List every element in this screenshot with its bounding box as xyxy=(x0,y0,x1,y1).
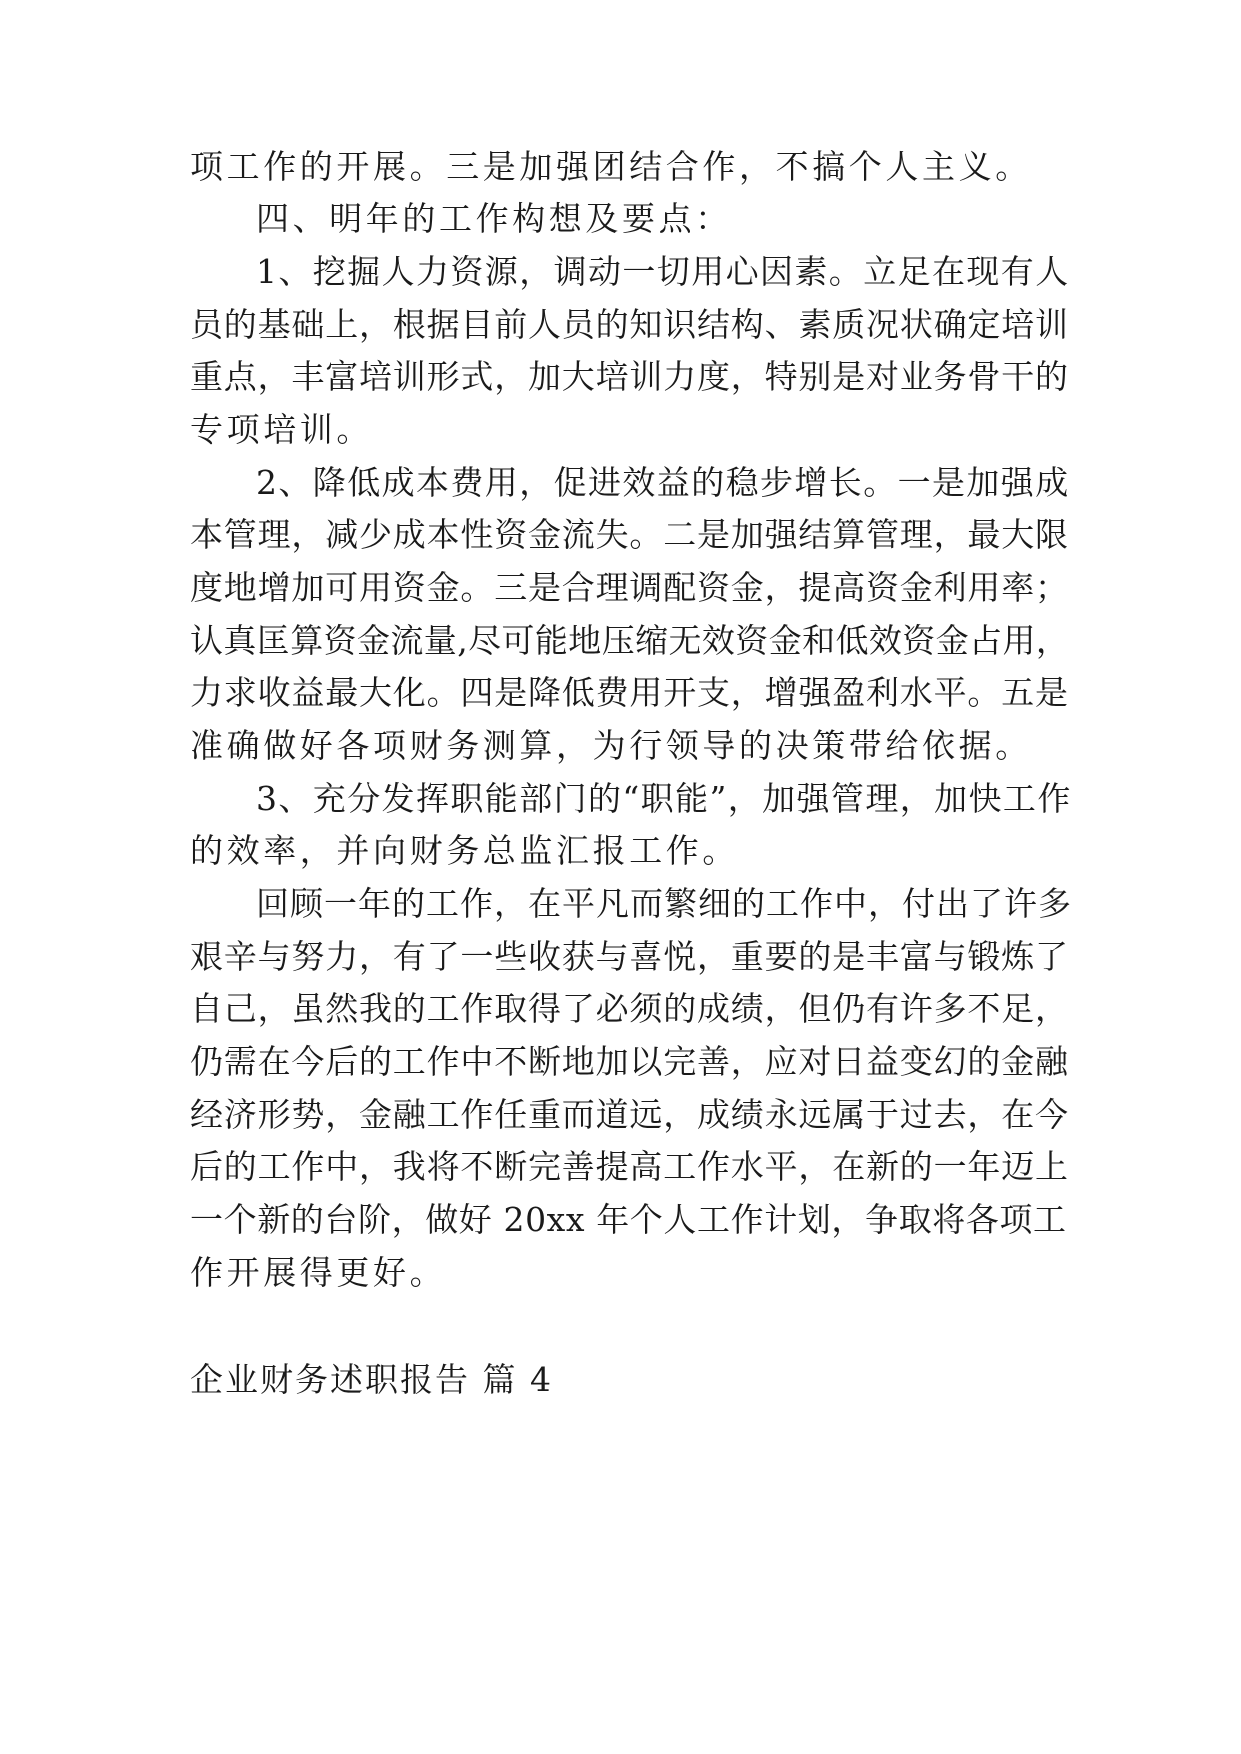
section-heading-line: 四、明年的工作构想及要点： xyxy=(256,199,732,238)
section-title: 企业财务述职报告 篇 4 xyxy=(190,1360,553,1399)
paragraph-line: 准确做好各项财务测算，为行领导的决策带给依据。 xyxy=(190,726,1032,765)
paragraph-line: 经济形势，金融工作任重而道远，成绩永远属于过去，在今 xyxy=(190,1095,1069,1134)
paragraph-line: 自己，虽然我的工作取得了必须的成绩，但仍有许多不足， xyxy=(190,989,1069,1028)
paragraph-line: 2、降低成本费用，促进效益的稳步增长。一是加强成 xyxy=(256,463,1070,502)
paragraph-line: 认真匡算资金流量,尽可能地压缩无效资金和低效资金占用， xyxy=(190,621,1070,660)
paragraph-line: 回顾一年的工作，在平凡而繁细的工作中，付出了许多 xyxy=(256,884,1072,923)
paragraph-line: 1、挖掘人力资源，调动一切用心因素。立足在现有人 xyxy=(256,252,1070,291)
paragraph-line: 3、充分发挥职能部门的“职能”，加强管理，加快工作 xyxy=(256,779,1072,818)
paragraph-line: 员的基础上，根据目前人员的知识结构、素质况状确定培训 xyxy=(190,305,1069,344)
paragraph-line: 仍需在今后的工作中不断地加以完善，应对日益变幻的金融 xyxy=(190,1042,1069,1081)
paragraph-line: 力求收益最大化。四是降低费用开支，增强盈利水平。五是 xyxy=(190,673,1069,712)
paragraph-line: 艰辛与努力，有了一些收获与喜悦，重要的是丰富与锻炼了 xyxy=(190,937,1069,976)
paragraph-line: 度地增加可用资金。三是合理调配资金，提高资金利用率； xyxy=(190,568,1069,607)
paragraph-line: 重点，丰富培训形式，加大培训力度，特别是对业务骨干的 xyxy=(190,357,1069,396)
paragraph-line: 作开展得更好。 xyxy=(190,1253,447,1292)
paragraph-line: 项工作的开展。三是加强团结合作，不搞个人主义。 xyxy=(190,147,1032,186)
paragraph-line: 的效率，并向财务总监汇报工作。 xyxy=(190,831,739,870)
paragraph-line: 一个新的台阶，做好 20xx 年个人工作计划，争取将各项工 xyxy=(190,1200,1067,1239)
paragraph-line: 专项培训。 xyxy=(190,410,373,449)
paragraph-line: 后的工作中，我将不断完善提高工作水平，在新的一年迈上 xyxy=(190,1147,1069,1186)
paragraph-line: 本管理，减少成本性资金流失。二是加强结算管理，最大限 xyxy=(190,515,1069,554)
